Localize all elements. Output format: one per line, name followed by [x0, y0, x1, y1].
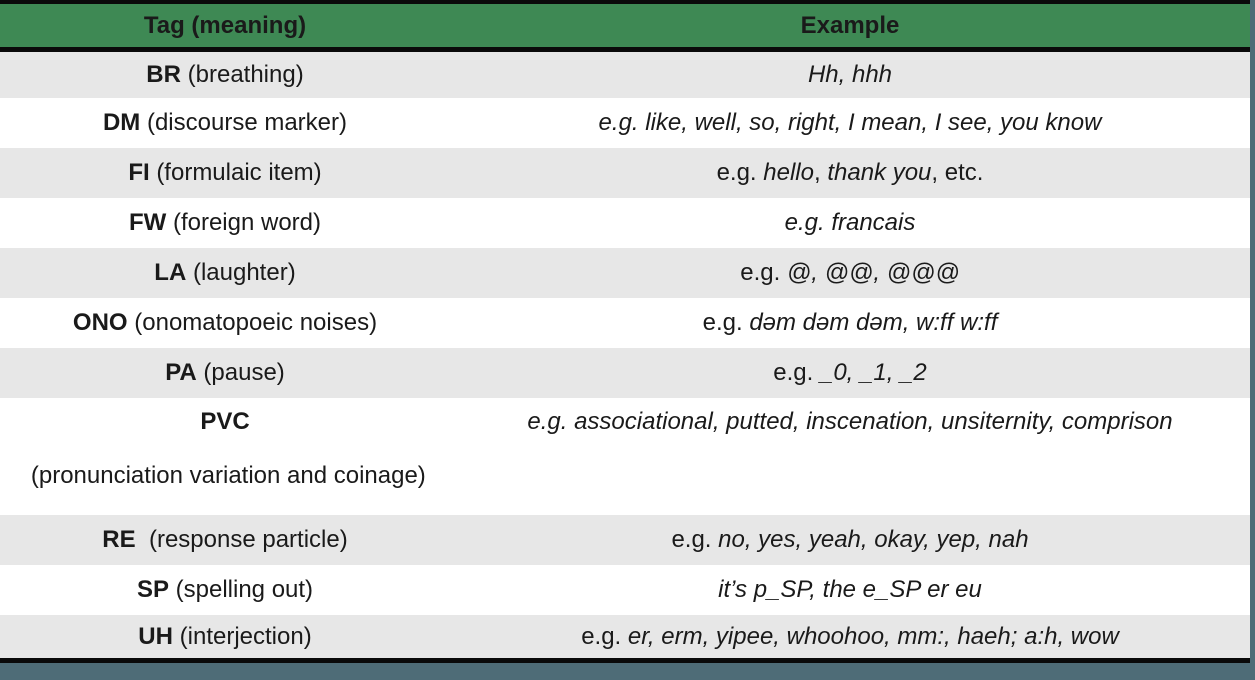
- tag-cell-uh: [0, 615, 450, 658]
- example-text-segment: hello: [763, 159, 814, 186]
- table-row-la: [0, 248, 1250, 298]
- tag-cell-fw: [0, 198, 450, 248]
- table-row-sp: [0, 565, 1250, 615]
- tag-cell-sp: [0, 565, 450, 615]
- tag-meaning: (laughter): [186, 259, 296, 286]
- example-text-segment: e.g.: [773, 359, 820, 386]
- tag-meaning: (formulaic item): [149, 159, 322, 186]
- example-text-segment: e.g.: [671, 526, 719, 553]
- example-cell-re: [450, 515, 1250, 565]
- table-row-pa: [0, 348, 1250, 398]
- tag-code: PVC: [200, 408, 250, 435]
- example-cell-fi: [450, 148, 1250, 198]
- example-text-segment: e.g. like, well, so, right, I mean, I see, you know: [598, 109, 1102, 136]
- example-cell-pvc: [450, 398, 1250, 515]
- column-header-example: Example: [800, 11, 900, 39]
- example-text-segment: thank you: [827, 159, 932, 186]
- tag-code: PA: [165, 359, 197, 386]
- table-row-br: [0, 52, 1250, 98]
- tag-code: BR: [146, 61, 181, 88]
- table-row-uh: [0, 615, 1250, 658]
- tag-meaning: (onomatopoeic noises): [127, 309, 378, 336]
- example-text-segment: , etc.: [931, 159, 984, 186]
- tag-cell-dm: [0, 98, 450, 148]
- example-text-segment: ,: [813, 159, 828, 186]
- tag-cell-br: [0, 52, 450, 98]
- tag-code: DM: [102, 109, 141, 136]
- tag-meaning: (foreign word): [166, 209, 322, 236]
- table-body: [0, 52, 1250, 658]
- example-cell-br: [450, 52, 1250, 98]
- example-text-segment: e.g.: [740, 259, 787, 286]
- example-text-segment: e.g.: [581, 622, 628, 650]
- example-text-segment: Hh, hhh: [807, 61, 893, 88]
- tag-cell-la: [0, 248, 450, 298]
- tag-cell-fi: [0, 148, 450, 198]
- example-text-segment: @, @@, @@@: [786, 259, 960, 286]
- example-text-segment: no, yes, yeah, okay, yep, nah: [718, 526, 1029, 553]
- table-row-fw: [0, 198, 1250, 248]
- table-row-dm: [0, 98, 1250, 148]
- tag-meaning: (response particle): [135, 526, 348, 553]
- tag-cell-pvc: [0, 398, 450, 515]
- example-text-segment: e.g. associational, putted, inscenation, unsiternity, comprison: [527, 408, 1173, 435]
- tag-meaning: (spelling out): [168, 576, 314, 603]
- example-text-segment: e.g.: [702, 309, 750, 336]
- example-text-segment: dəm dəm dəm, w:ff w:ff: [749, 309, 998, 336]
- tag-cell-ono: [0, 298, 450, 348]
- table-row-ono: [0, 298, 1250, 348]
- tag-cell-pa: [0, 348, 450, 398]
- table-row-re: [0, 515, 1250, 565]
- example-cell-fw: [450, 198, 1250, 248]
- tag-code: UH: [138, 622, 173, 650]
- tag-code: RE: [102, 526, 136, 553]
- tag-cell-re: [0, 515, 450, 565]
- tag-meaning: (breathing): [180, 61, 304, 88]
- example-cell-pa: [450, 348, 1250, 398]
- example-cell-dm: [450, 98, 1250, 148]
- tag-meaning: (interjection): [172, 622, 312, 650]
- tag-meaning: (discourse marker): [140, 109, 348, 136]
- tag-code: LA: [154, 259, 187, 286]
- example-text-segment: it’s p_SP, the e_SP er eu: [718, 576, 982, 603]
- tag-code: ONO: [72, 309, 128, 336]
- tag-meaning: (pronunciation variation and coinage): [24, 462, 426, 489]
- example-cell-la: [450, 248, 1250, 298]
- example-cell-ono: [450, 298, 1250, 348]
- tag-code: FI: [128, 159, 150, 186]
- example-text-segment: er, erm, yipee, whoohoo, mm:, haeh; a:h, wow: [627, 622, 1119, 650]
- column-header-tag-meaning: Tag (meaning): [143, 11, 307, 39]
- tag-code: SP: [136, 576, 169, 603]
- example-cell-uh: [450, 615, 1250, 658]
- example-text-segment: e.g.: [716, 159, 764, 186]
- table-header-row: [0, 4, 1250, 52]
- example-cell-sp: [450, 565, 1250, 615]
- example-text-segment: e.g. francais: [784, 209, 916, 236]
- tag-meaning: (pause): [196, 359, 285, 386]
- tag-code: FW: [128, 209, 167, 236]
- table-row-fi: [0, 148, 1250, 198]
- table-row-pvc: [0, 398, 1250, 515]
- example-text-segment: _0, _1, _2: [819, 359, 927, 386]
